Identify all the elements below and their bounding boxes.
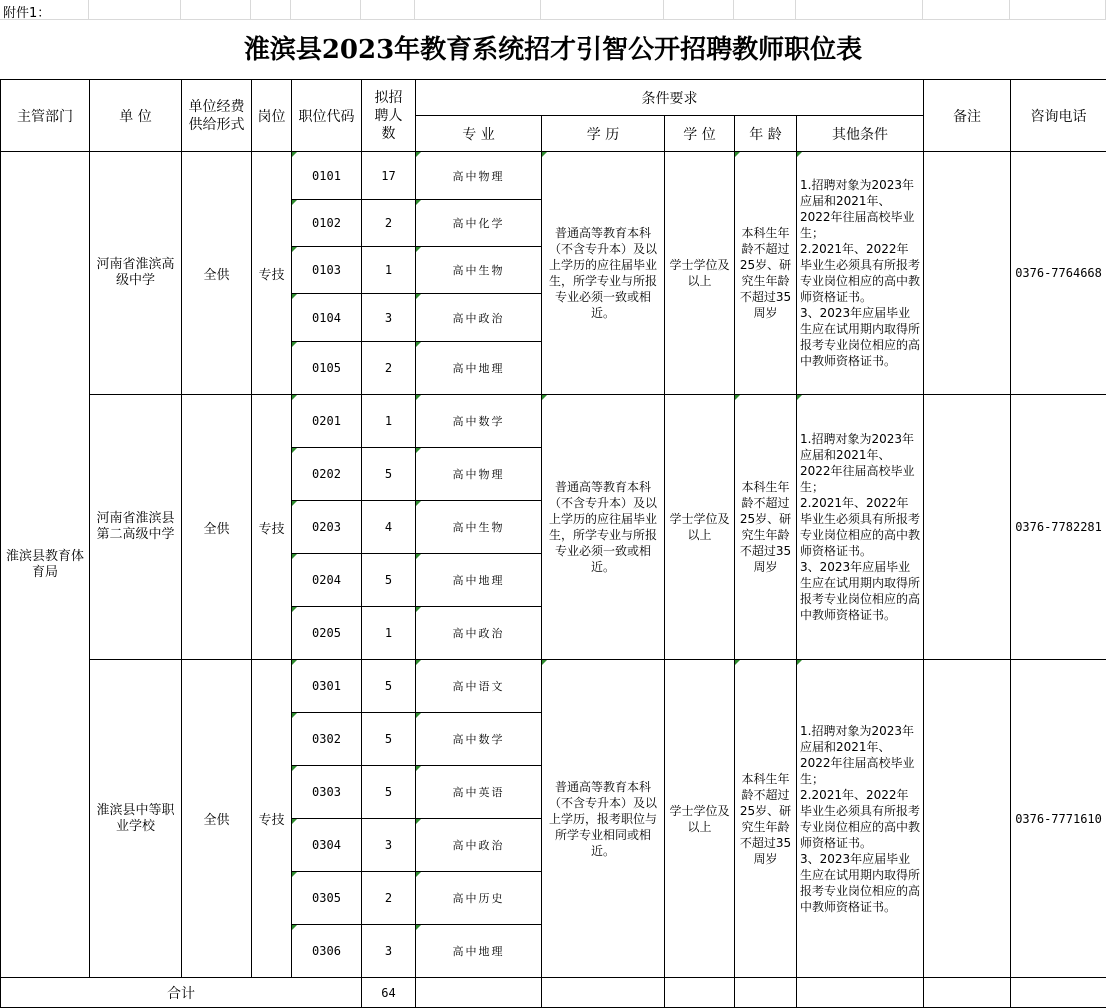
remark-cell — [924, 152, 1011, 395]
other-conditions-cell — [797, 660, 924, 978]
code-cell: 0304 — [292, 819, 362, 872]
total-empty-cell — [735, 978, 797, 1008]
remark-cell — [924, 660, 1011, 978]
count-cell: 5 — [362, 766, 416, 819]
phone-cell: 0376-7771610 — [1011, 660, 1106, 978]
major-cell: 高中英语 — [416, 766, 542, 819]
major-cell: 高中历史 — [416, 872, 542, 925]
count-cell: 1 — [362, 247, 416, 294]
other-condition-line: 1.招聘对象为2023年应届和2021年、2022年往届高校毕业生； — [800, 177, 920, 241]
header-dept: 主管部门 — [1, 80, 90, 152]
other-condition-line: 3、2023年应届毕业生应在试用期内取得所报考专业岗位相应的高中教师资格证书。 — [800, 305, 920, 369]
total-empty-cell — [924, 978, 1011, 1008]
total-row — [1, 978, 1106, 1008]
table-row — [1, 152, 1106, 200]
total-count: 64 — [362, 978, 416, 1008]
header-funding: 单位经费供给形式 — [182, 80, 252, 152]
header-unit: 单 位 — [90, 80, 182, 152]
degree-cell: 学士学位及以上 — [665, 660, 735, 978]
code-cell: 0305 — [292, 872, 362, 925]
count-cell: 2 — [362, 200, 416, 247]
remark-cell — [924, 395, 1011, 660]
count-cell: 1 — [362, 607, 416, 660]
count-cell: 2 — [362, 342, 416, 395]
count-cell: 3 — [362, 294, 416, 342]
total-label: 合计 — [1, 978, 362, 1008]
position-table — [0, 79, 1106, 1008]
code-cell: 0203 — [292, 501, 362, 554]
major-cell: 高中生物 — [416, 501, 542, 554]
degree-cell: 学士学位及以上 — [665, 152, 735, 395]
count-cell: 5 — [362, 554, 416, 607]
count-cell: 2 — [362, 872, 416, 925]
code-cell: 0101 — [292, 152, 362, 200]
unit-cell: 淮滨县中等职业学校 — [90, 660, 182, 978]
unit-cell: 河南省淮滨县第二高级中学 — [90, 395, 182, 660]
header-row-1 — [1, 80, 1106, 116]
code-cell: 0303 — [292, 766, 362, 819]
code-cell: 0201 — [292, 395, 362, 448]
major-cell: 高中语文 — [416, 660, 542, 713]
code-cell: 0103 — [292, 247, 362, 294]
major-cell: 高中化学 — [416, 200, 542, 247]
code-cell: 0104 — [292, 294, 362, 342]
top-grid-row — [0, 0, 1106, 20]
other-conditions-cell — [797, 152, 924, 395]
total-empty-cell — [542, 978, 665, 1008]
post-cell: 专技 — [252, 395, 292, 660]
count-cell: 17 — [362, 152, 416, 200]
funding-cell: 全供 — [182, 152, 252, 395]
count-cell: 1 — [362, 395, 416, 448]
other-condition-line: 1.招聘对象为2023年应届和2021年、2022年往届高校毕业生； — [800, 723, 920, 787]
major-cell: 高中数学 — [416, 713, 542, 766]
age-cell: 本科生年龄不超过25岁、研究生年龄不超过35周岁 — [735, 152, 797, 395]
header-code: 职位代码 — [292, 80, 362, 152]
header-degree: 学 位 — [665, 116, 735, 152]
count-cell: 3 — [362, 925, 416, 978]
count-cell: 4 — [362, 501, 416, 554]
annex-label: 附件1： — [3, 2, 50, 21]
department-cell: 淮滨县教育体育局 — [1, 152, 90, 978]
degree-cell: 学士学位及以上 — [665, 395, 735, 660]
code-cell: 0205 — [292, 607, 362, 660]
header-conditions: 条件要求 — [416, 80, 924, 116]
header-other: 其他条件 — [797, 116, 924, 152]
major-cell: 高中地理 — [416, 925, 542, 978]
funding-cell: 全供 — [182, 660, 252, 978]
total-empty-cell — [665, 978, 735, 1008]
page-title: 淮滨县2023年教育系统招才引智公开招聘教师职位表 — [0, 20, 1106, 80]
count-cell: 5 — [362, 448, 416, 501]
total-empty-cell — [1011, 978, 1106, 1008]
major-cell: 高中地理 — [416, 342, 542, 395]
count-cell: 5 — [362, 713, 416, 766]
other-condition-line: 3、2023年应届毕业生应在试用期内取得所报考专业岗位相应的高中教师资格证书。 — [800, 559, 920, 623]
post-cell: 专技 — [252, 152, 292, 395]
other-condition-line: 2.2021年、2022年毕业生必须具有所报考专业岗位相应的高中教师资格证书。 — [800, 787, 920, 851]
code-cell: 0204 — [292, 554, 362, 607]
code-cell: 0301 — [292, 660, 362, 713]
header-major: 专 业 — [416, 116, 542, 152]
header-count: 拟招聘人数 — [362, 80, 416, 152]
major-cell: 高中政治 — [416, 819, 542, 872]
count-cell: 3 — [362, 819, 416, 872]
other-condition-line: 3、2023年应届毕业生应在试用期内取得所报考专业岗位相应的高中教师资格证书。 — [800, 851, 920, 915]
major-cell: 高中政治 — [416, 607, 542, 660]
header-phone: 咨询电话 — [1011, 80, 1106, 152]
total-empty-cell — [797, 978, 924, 1008]
education-cell: 普通高等教育本科（不含专升本）及以上学历，报考职位与所学专业相同或相近。 — [542, 660, 665, 978]
total-empty-cell — [416, 978, 542, 1008]
age-cell: 本科生年龄不超过25岁、研究生年龄不超过35周岁 — [735, 395, 797, 660]
funding-cell: 全供 — [182, 395, 252, 660]
post-cell: 专技 — [252, 660, 292, 978]
table-row — [1, 660, 1106, 713]
major-cell: 高中政治 — [416, 294, 542, 342]
table-row — [1, 395, 1106, 448]
major-cell: 高中物理 — [416, 448, 542, 501]
count-cell: 5 — [362, 660, 416, 713]
code-cell: 0306 — [292, 925, 362, 978]
header-post: 岗位 — [252, 80, 292, 152]
major-cell: 高中数学 — [416, 395, 542, 448]
other-condition-line: 1.招聘对象为2023年应届和2021年、2022年往届高校毕业生； — [800, 431, 920, 495]
header-age: 年 龄 — [735, 116, 797, 152]
phone-cell: 0376-7782281 — [1011, 395, 1106, 660]
header-education: 学 历 — [542, 116, 665, 152]
major-cell: 高中生物 — [416, 247, 542, 294]
code-cell: 0102 — [292, 200, 362, 247]
education-cell: 普通高等教育本科（不含专升本）及以上学历的应往届毕业生，所学专业与所报专业必须一致或相近。 — [542, 395, 665, 660]
major-cell: 高中地理 — [416, 554, 542, 607]
phone-cell: 0376-7764668 — [1011, 152, 1106, 395]
code-cell: 0302 — [292, 713, 362, 766]
other-condition-line: 2.2021年、2022年毕业生必须具有所报考专业岗位相应的高中教师资格证书。 — [800, 495, 920, 559]
other-conditions-cell — [797, 395, 924, 660]
other-condition-line: 2.2021年、2022年毕业生必须具有所报考专业岗位相应的高中教师资格证书。 — [800, 241, 920, 305]
code-cell: 0202 — [292, 448, 362, 501]
unit-cell: 河南省淮滨高级中学 — [90, 152, 182, 395]
education-cell: 普通高等教育本科（不含专升本）及以上学历的应往届毕业生，所学专业与所报专业必须一致或相近。 — [542, 152, 665, 395]
code-cell: 0105 — [292, 342, 362, 395]
major-cell: 高中物理 — [416, 152, 542, 200]
age-cell: 本科生年龄不超过25岁、研究生年龄不超过35周岁 — [735, 660, 797, 978]
header-remark: 备注 — [924, 80, 1011, 152]
